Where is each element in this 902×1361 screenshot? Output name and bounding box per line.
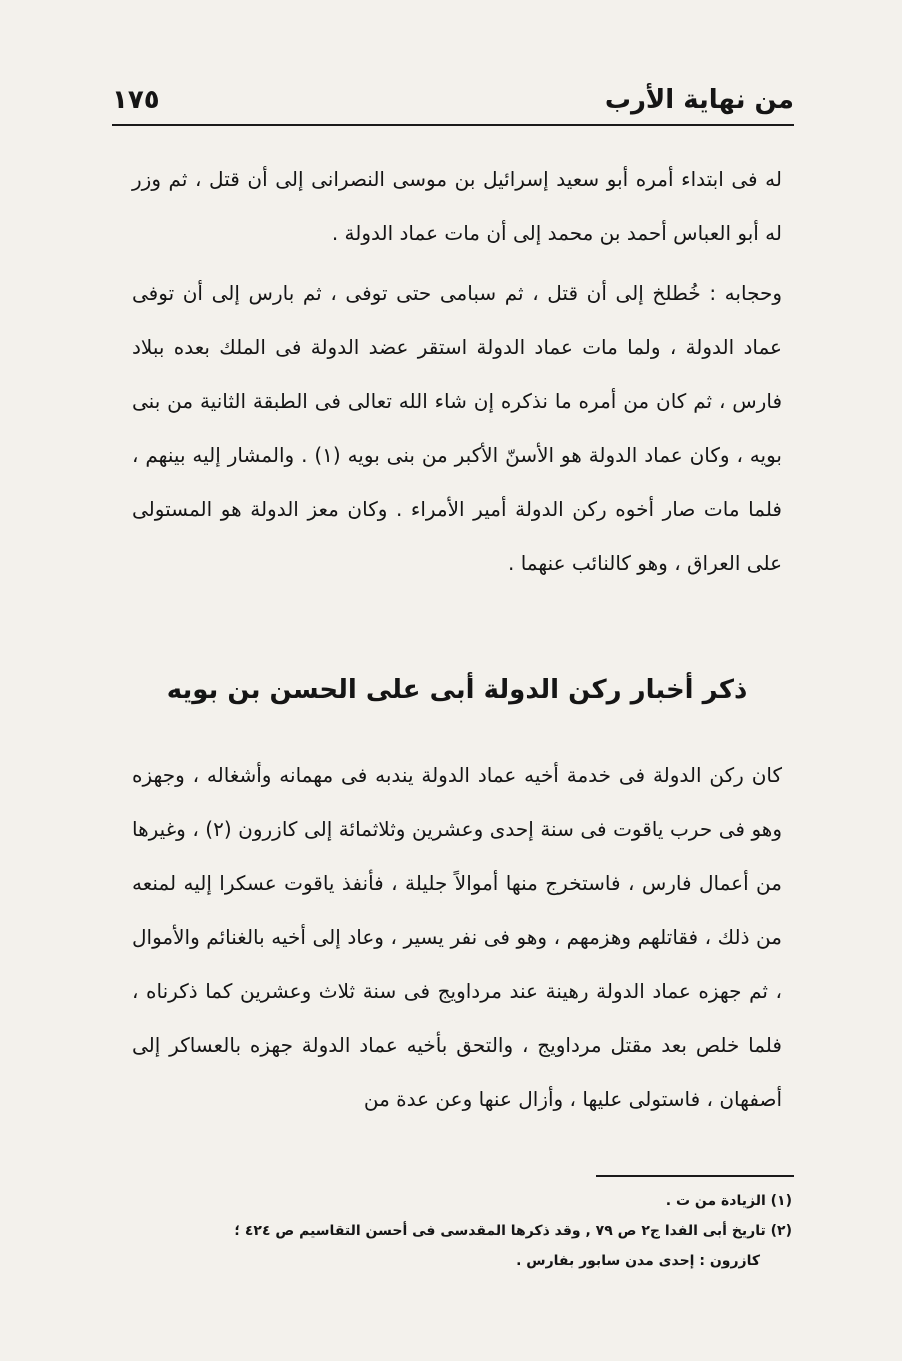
paragraph-3: كان ركن الدولة فى خدمة أخيه عماد الدولة يندبه فى مهمانه وأشغاله ، وجهزه وهو فى حرب ياقوت فى سنة إحدى وعشرين وثلاثمائة إلى كازرون (٢) ، وغيرها من أعمال فارس ، فاستخرج منها أموالاً جليلة ، فأنفذ ياقوت عسكرا إليه لمنعه من ذلك ، فقاتلهم وهزمهم ، وهو فى نفر يسير ، وعاد إلى أخيه بالغنائم والأموال ، ثم جهزه عماد الدولة رهينة عند مرداويج فى سنة ثلاث وعشرين كما ذكرناه ، فلما خلص بعد مقتل مرداويج ، والتحق بأخيه عماد الدولة جهزه بالعساكر إلى أصفهان ، فاستولى عليها ، وأزال عنها وعن عدة من [132,763,782,1111]
paragraph-1: له فى ابتداء أمره أبو سعيد إسرائيل بن موسى النصرانى إلى أن قتل ، ثم وزر له أبو العباس أحمد بن محمد إلى أن مات عماد الدولة . [132,167,782,245]
paragraph-2: وحجابه : خُطلخ إلى أن قتل ، ثم سبامى حتى توفى ، ثم بارس إلى أن توفى عماد الدولة ، ولما مات عماد الدولة استقر عضد الدولة فى الملك بعده ببلاد فارس ، ثم كان من أمره ما نذكره إن شاء الله تعالى فى الطبقة الثانية من بنى بويه ، وكان عماد الدولة هو الأسنّ الأكبر من بنى بويه (١) . والمشار إليه بينهم ، فلما مات صار أخوه ركن الدولة أمير الأمراء . وكان معز الدولة هو المستولى على العراق ، وهو كالنائب عنهما . [132,281,782,575]
running-title: من نهاية الأرب [604,85,794,115]
footnote-rule [596,1175,794,1177]
page-header [112,78,794,122]
header-rule [112,124,794,126]
footnote-1: (١) الزيادة من ت . [665,1193,792,1209]
footnote-2-continuation: كازرون : إحدى مدن سابور بفارس . [516,1253,760,1269]
footnotes [130,1186,792,1276]
footnote-2: (٢) تاريخ أبى الفدا ج٢ ص ٧٩ , وقد ذكرها المقدسى فى أحسن التقاسيم ص ٤٢٤ ؛ [234,1223,792,1239]
page-number: ١٧٥ [112,85,160,115]
section-heading: ذكر أخبار ركن الدولة أبى على الحسن بن بويه [166,675,748,705]
